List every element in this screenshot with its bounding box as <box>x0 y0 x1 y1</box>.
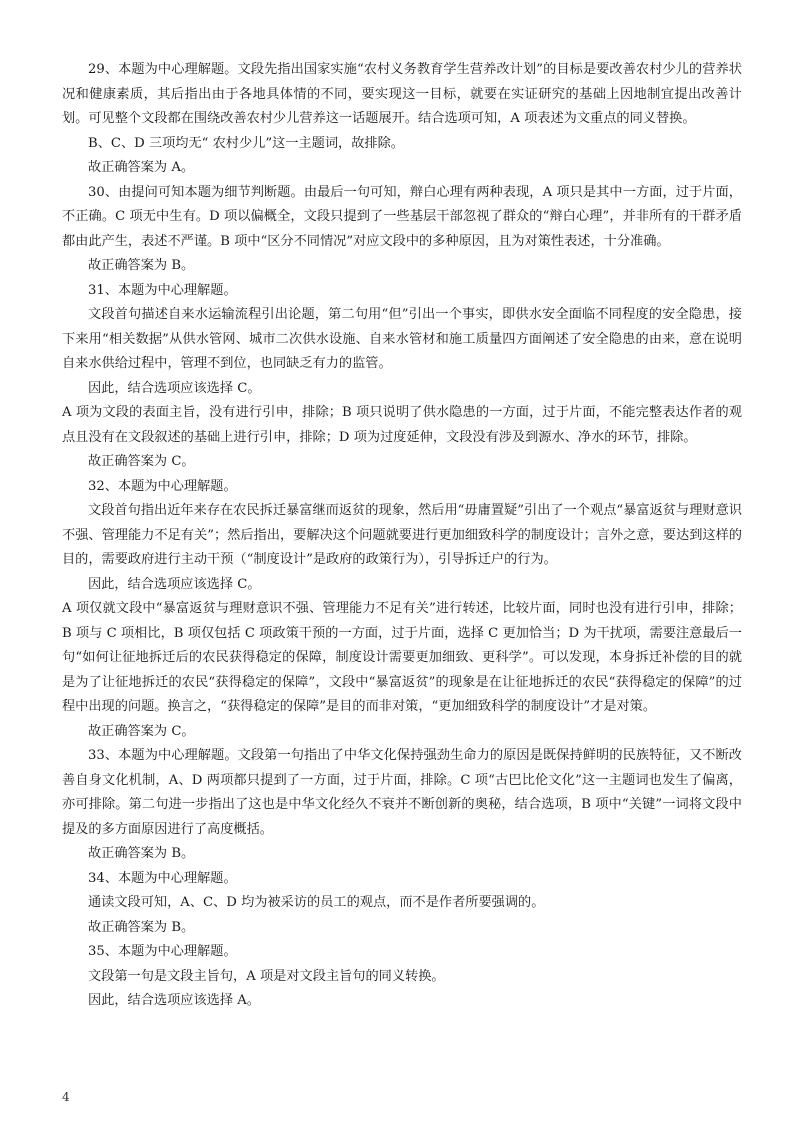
paragraph-31-analysis: 文段首句描述自来水运输流程引出论题，第二句用“但”引出一个事实，即供水安全面临不同程度的安全隐患，接下来用“相关数据”从供水管网、城市二次供水设施、自来水管材和施工质量四方面阐述了安全隐患的由来，意在说明自来水供给过程中，管理不到位，也同缺乏有力的监管。 <box>62 307 742 371</box>
paragraph-31-options: A 项为文段的表面主旨，没有进行引申，排除；B 项只说明了供水隐患的一方面，过于片面，不能完整表达作者的观点且没有在文段叙述的基础上进行引申，排除；D 项为过度延伸，文段没有涉及到源水、净水的环节，排除。 <box>62 405 742 445</box>
paragraph-32-heading: 32、本题为中心理解题。 <box>88 478 237 494</box>
paragraph-34-answer: 故正确答案为 B。 <box>88 919 195 935</box>
paragraph-30-answer: 故正确答案为 B。 <box>88 258 195 273</box>
paragraph-34-analysis: 通读文段可知，A、C、D 均为被采访的员工的观点，而不是作者所要强调的。 <box>88 895 545 910</box>
paragraph-29-answer: 故正确答案为 A。 <box>88 160 195 175</box>
paragraph-31-answer: 故正确答案为 C。 <box>88 454 195 469</box>
page-number: 4 <box>62 1090 70 1104</box>
paragraph-31-conclusion: 因此，结合选项应该选择 C。 <box>88 380 261 396</box>
paragraph-32-analysis: 文段首句指出近年来存在农民拆迁暴富继而返贫的现象，然后用“毋庸置疑”引出了一个观点“暴富返贫与理财意识不强、管理能力不足有关”；然后指出，要解决这个问题就要进行更加细致科学的制度设计；言外之意，要达到这样的目的，需要政府进行主动干预（“制度设计”是政府的政策行为），引导拆迁户的行为。 <box>62 503 742 567</box>
paragraph-35-heading: 35、本题为中心理解题。 <box>88 944 237 959</box>
paragraph-34-heading: 34、本题为中心理解题。 <box>88 870 237 886</box>
paragraph-32-options: A 项仅就文段中“暴富返贫与理财意识不强、管理能力不足有关”进行转述，比较片面，同时也没有进行引申，排除；B 项与 C 项相比，B 项仅包括 C 项政策干预的一方面，过于片面，选择 C 更加恰当；D 为干扰项，需要注意最后一句“如何让征地拆迁后的农民获得稳定的保障，制度设计需要更加细致、更科学”。可以发现，本身拆迁补偿的目的就是为了让征地拆迁的农民“获得稳定的保障”，文段中“暴富返贫”的现象是在让征地拆迁的农民“获得稳定的保障”的过程中出现的问题。换言之，“获得稳定的保障”是目的而非对策，“更加细致科学的制度设计”才是对策。 <box>62 601 742 714</box>
paragraph-29-analysis: 29、本题为中心理解题。文段先指出国家实施“农村义务教育学生营养改计划”的目标是要改善农村少儿的营养状况和健康素质，其后指出由于各地具体情的不同，要实现这一目标，就要在实证研究的基础上因地制宜提出改善计划。可见整个文段都在围绕改善农村少儿营养这一话题展开。结合选项可知，A 项表述为文重点的同义替换。 <box>62 62 742 126</box>
paragraph-33-answer: 故正确答案为 B。 <box>88 846 195 861</box>
paragraph-35-analysis: 文段第一句是文段主旨句，A 项是对文段主旨句的同义转换。 <box>88 968 445 984</box>
document-body <box>62 58 742 1014</box>
paragraph-35-conclusion: 因此，结合选项应该选择 A。 <box>88 993 260 1008</box>
paragraph-30-analysis: 30、由提问可知本题为细节判断题。由最后一句可知，辩白心理有两种表现，A 项只是其中一方面，过于片面，不正确。C 项无中生有。D 项以偏概全，文段只提到了一些基层干部忽视了群众的“辩白心理”，并非所有的干群矛盾都由此产生，表述不严谨。B 项中“区分不同情况”对应文段中的多种原因，且为对策性表述，十分准确。 <box>62 184 742 249</box>
paragraph-32-answer: 故正确答案为 C。 <box>88 723 195 739</box>
paragraph-31-heading: 31、本题为中心理解题。 <box>88 282 237 298</box>
paragraph-29-elimination: B、C、D 三项均无“ 农村少儿”这一主题词，故排除。 <box>88 135 404 151</box>
paragraph-33-analysis: 33、本题为中心理解题。文段第一句指出了中华文化保持强劲生命力的原因是既保持鲜明的民族特征，又不断改善自身文化机制，A、D 两项都只提到了一方面，过于片面，排除。C 项“古巴比伦文化”这一主题词也发生了偏离，亦可排除。第二句进一步指出了这也是中华文化经久不衰并不断创新的奥秘，结合选项，B 项中“关键”一词将文段中提及的多方面原因进行了高度概括。 <box>62 748 742 837</box>
paragraph-32-conclusion: 因此，结合选项应该选择 C。 <box>88 576 261 592</box>
